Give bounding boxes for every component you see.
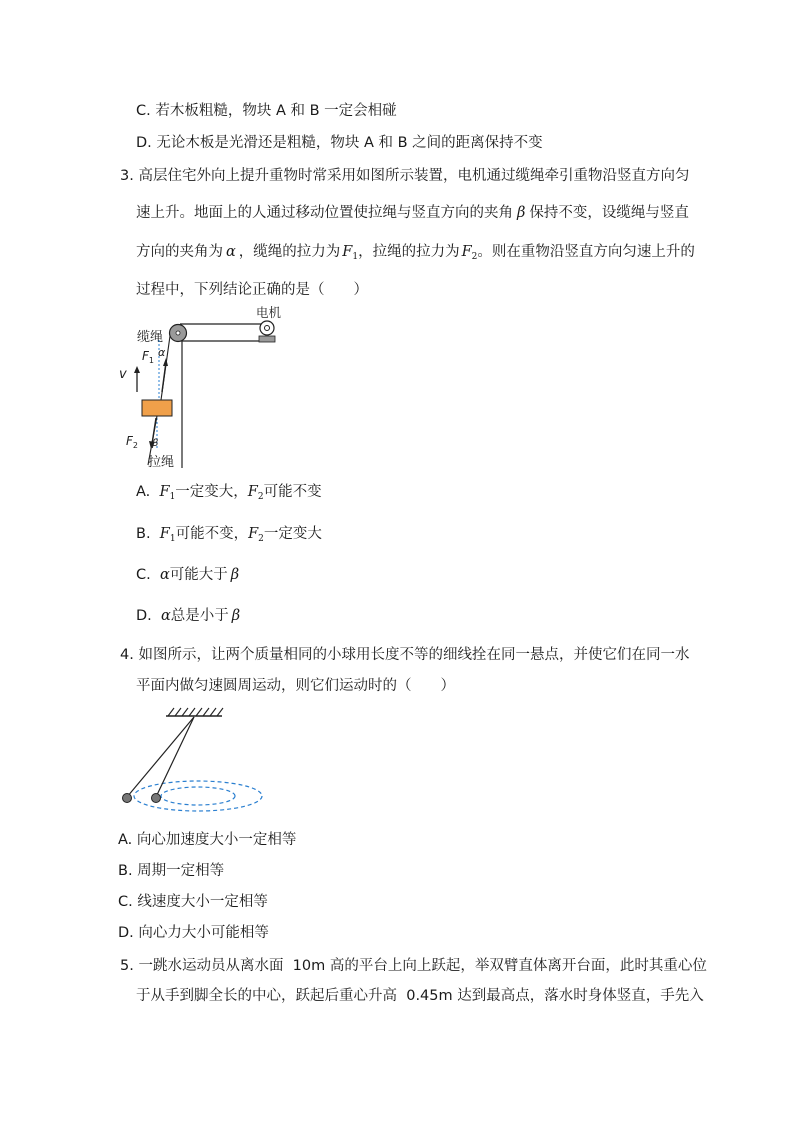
q3-pulley-figure — [110, 300, 290, 475]
q3-option-a: A. $F_1$一定变大，$F_2$可能不变 — [136, 484, 322, 502]
ceiling-hatch — [168, 708, 223, 716]
q2-option-d: D. 无论木板是光滑还是粗糙，物块 A 和 B 之间的距离保持不变 — [136, 135, 543, 151]
q3-stem-line3: 方向的夹角为 α ，缆绳的拉力为 $F_1$，拉绳的拉力为 $F_2$。则在重物沿竖直方向匀速上升的 — [136, 244, 695, 262]
f1-arrow — [162, 362, 166, 392]
long-string — [127, 717, 194, 797]
pull-rope-label: 拉绳 — [148, 455, 175, 470]
velocity-arrowhead — [134, 366, 140, 373]
q4-option-b: B. 周期一定相等 — [118, 863, 225, 879]
motor-label: 电机 — [256, 305, 282, 320]
q5-stem-line2: 于从手到脚全长的中心，跃起后重心升高 0.45m 达到最高点，落水时身体竖直，手先入 — [136, 988, 704, 1004]
q3-option-b: B. $F_1$可能不变，$F_2$一定变大 — [136, 526, 322, 544]
inner-orbit — [161, 787, 235, 805]
q5-stem-line1: 5. 一跳水运动员从离水面 10m 高的平台上向上跃起，举双臂直体离开台面，此时其重心位 — [120, 958, 707, 974]
beta-label: β — [152, 438, 159, 449]
q3-option-d: D. α总是小于 β — [136, 608, 241, 624]
alpha-label: α — [158, 346, 166, 359]
q4-option-d: D. 向心力大小可能相等 — [118, 925, 269, 941]
ball-inner — [152, 794, 161, 803]
weight-block — [142, 400, 172, 416]
pulley-axle — [176, 331, 180, 335]
beta-symbol: β — [517, 205, 526, 221]
q2-option-c: C. 若木板粗糙，物块 A 和 B 一定会相碰 — [136, 103, 397, 119]
q3-stem-line2: 速上升。地面上的人通过移动位置使拉绳与竖直方向的夹角 β 保持不变，设缆绳与竖直 — [136, 205, 689, 221]
cable-label: 缆绳 — [137, 330, 164, 345]
short-string — [156, 717, 194, 797]
q4-conical-pendulum-figure — [118, 702, 268, 814]
f2-symbol: $F_2$ — [461, 244, 478, 262]
motor-base — [259, 336, 275, 342]
q4-stem-line2: 平面内做匀速圆周运动，则它们运动时的（ ） — [136, 678, 455, 694]
f2-label: $F_2$ — [126, 434, 138, 450]
q4-option-a: A. 向心加速度大小一定相等 — [118, 832, 297, 848]
q4-option-c: C. 线速度大小一定相等 — [118, 894, 268, 910]
q3-stem-line1: 3. 高层住宅外向上提升重物时常采用如图所示装置，电机通过缆绳牵引重物沿竖直方向匀 — [120, 168, 690, 184]
f1-label: $F_1$ — [142, 349, 154, 365]
q3-option-c: C. α可能大于 β — [136, 567, 240, 583]
motor-axle — [265, 326, 270, 331]
f1-symbol: $F_1$ — [342, 244, 359, 262]
q3-stem-line4: 过程中，下列结论正确的是（ ） — [136, 282, 368, 298]
q4-stem-line1: 4. 如图所示，让两个质量相同的小球用长度不等的细线拴在同一悬点，并使它们在同一水 — [120, 647, 690, 663]
velocity-label: v — [119, 367, 127, 382]
ball-outer — [123, 794, 132, 803]
alpha-symbol: α — [226, 244, 236, 260]
